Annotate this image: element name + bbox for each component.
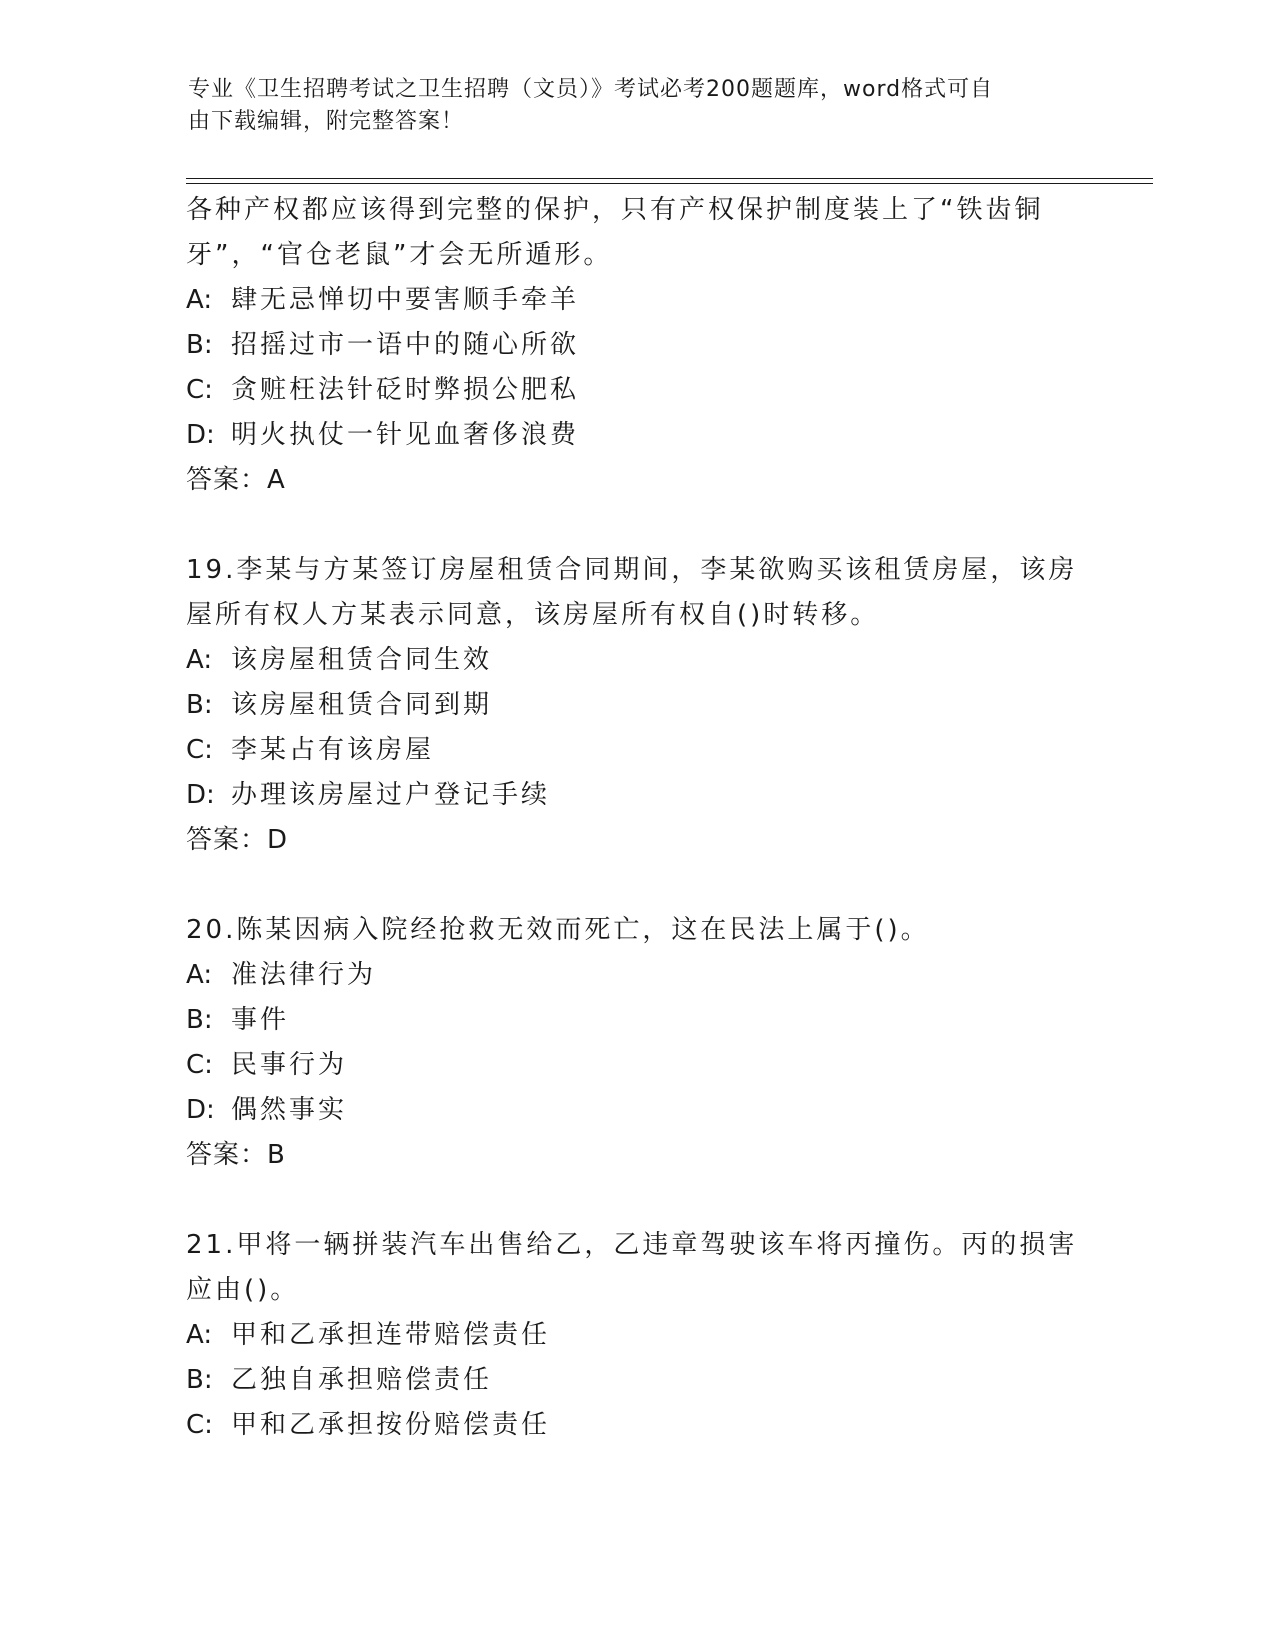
question-text: 21.甲将一辆拼装汽车出售给乙，乙违章驾驶该车将丙撞伤。丙的损害应由()。 xyxy=(186,1230,1078,1305)
spacer xyxy=(186,503,1086,548)
option-text: 肆无忌惮切中要害顺手牵羊 xyxy=(231,285,580,315)
option-label: D: xyxy=(186,1095,215,1125)
document-header xyxy=(188,74,1088,138)
question-text: 20.陈某因病入院经抢救无效而死亡，这在民法上属于()。 xyxy=(186,915,930,945)
option-label: A: xyxy=(186,960,213,990)
option-b xyxy=(186,998,1086,1043)
option-a xyxy=(186,638,1086,683)
option-text: 甲和乙承担按份赔偿责任 xyxy=(231,1410,551,1440)
option-text: 李某占有该房屋 xyxy=(231,735,435,765)
option-text: 办理该房屋过户登记手续 xyxy=(231,780,551,810)
option-label: C: xyxy=(186,1050,213,1080)
option-label: C: xyxy=(186,375,213,405)
option-a xyxy=(186,278,1086,323)
header-line-1: 专业《卫生招聘考试之卫生招聘（文员）》考试必考200题题库，word格式可自 xyxy=(188,77,994,102)
option-b xyxy=(186,1358,1086,1403)
option-a xyxy=(186,953,1086,998)
question-text: 19.李某与方某签订房屋租赁合同期间，李某欲购买该租赁房屋，该房屋所有权人方某表示同意，该房屋所有权自()时转移。 xyxy=(186,555,1078,630)
spacer xyxy=(186,1178,1086,1223)
header-divider-top xyxy=(186,178,1153,179)
question-18 xyxy=(186,188,1086,503)
option-text: 该房屋租赁合同生效 xyxy=(231,645,493,675)
option-text: 民事行为 xyxy=(231,1050,348,1080)
option-label: D: xyxy=(186,780,215,810)
option-text: 贪赃枉法针砭时弊损公肥私 xyxy=(231,375,580,405)
option-text: 乙独自承担赔偿责任 xyxy=(231,1365,493,1395)
option-d xyxy=(186,413,1086,458)
option-text: 准法律行为 xyxy=(231,960,377,990)
question-19 xyxy=(186,548,1086,863)
question-list xyxy=(186,188,1086,1448)
answer-line: 答案：D xyxy=(186,825,289,855)
option-text: 事件 xyxy=(231,1005,290,1035)
option-label: B: xyxy=(186,1365,213,1395)
option-d xyxy=(186,773,1086,818)
option-d xyxy=(186,1088,1086,1133)
option-a xyxy=(186,1313,1086,1358)
spacer xyxy=(186,863,1086,908)
option-label: A: xyxy=(186,1320,213,1350)
option-label: C: xyxy=(186,1410,213,1440)
question-text: 各种产权都应该得到完整的保护，只有产权保护制度装上了“铁齿铜牙”，“官仓老鼠”才会无所遁形。 xyxy=(186,195,1044,270)
option-text: 明火执仗一针见血奢侈浪费 xyxy=(231,420,580,450)
option-text: 该房屋租赁合同到期 xyxy=(231,690,493,720)
header-divider-bottom xyxy=(186,183,1153,184)
option-text: 甲和乙承担连带赔偿责任 xyxy=(231,1320,551,1350)
option-b xyxy=(186,323,1086,368)
option-label: A: xyxy=(186,645,213,675)
option-c xyxy=(186,1403,1086,1448)
option-c xyxy=(186,1043,1086,1088)
option-c xyxy=(186,728,1086,773)
option-label: B: xyxy=(186,1005,213,1035)
option-label: D: xyxy=(186,420,215,450)
answer-line: 答案：B xyxy=(186,1140,286,1170)
header-line-2: 由下载编辑，附完整答案！ xyxy=(188,109,465,134)
option-label: C: xyxy=(186,735,213,765)
answer-line: 答案：A xyxy=(186,465,286,495)
option-c xyxy=(186,368,1086,413)
option-text: 偶然事实 xyxy=(231,1095,348,1125)
option-label: B: xyxy=(186,690,213,720)
option-text: 招摇过市一语中的随心所欲 xyxy=(231,330,580,360)
option-b xyxy=(186,683,1086,728)
option-label: B: xyxy=(186,330,213,360)
question-20 xyxy=(186,908,1086,1178)
question-21 xyxy=(186,1223,1086,1448)
option-label: A: xyxy=(186,285,213,315)
